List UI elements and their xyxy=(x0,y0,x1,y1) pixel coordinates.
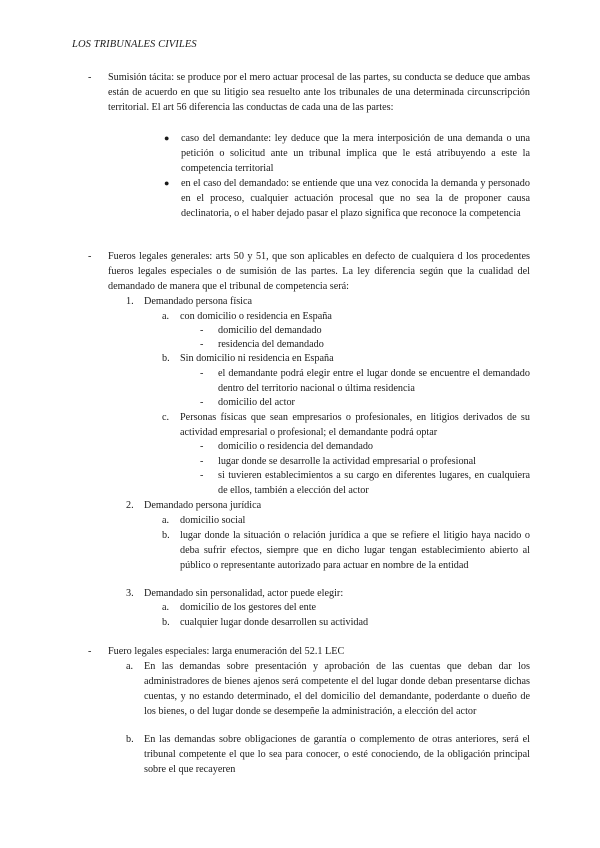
section-fueros-especiales xyxy=(88,644,530,659)
list-item-text: caso del demandante: ley deduce que la mera interposición de una demanda o una petición o solicitud ante un tribunal implica que le está atribuyendo a este la competencia territorial xyxy=(181,133,530,174)
section-text: Fueros legales generales: arts 50 y 51, que son aplicables en defecto de cualquiera d los procedentes fueros legales especiales o de sumisión de las partes. La ley diferencia según que la cualidad del demandado de manera que el tribunal de competencia será: xyxy=(108,251,530,292)
list-item-text: en el caso del demandado: se entiende que una vez conocida la demanda y personado en el proceso, cualquier actuación procesal que no sea la de proponer causa declinatoria, o el haber dejado pasar el plazo significa que reconoce la competencia xyxy=(181,178,530,219)
letter-marker: b. xyxy=(162,617,170,628)
sub-item xyxy=(200,395,530,410)
item-text: Demandado persona física xyxy=(144,296,253,307)
lettered-item xyxy=(126,732,530,777)
letter-marker: a. xyxy=(162,311,170,322)
section-text: Fuero legales especiales: larga enumeración del 52.1 LEC xyxy=(108,646,345,657)
list-item xyxy=(164,131,530,176)
numbered-item xyxy=(126,586,530,601)
page-header: LOS TRIBUNALES CIVILES xyxy=(72,39,197,50)
item-text: Personas físicas que sean empresarios o profesionales, en litigios derivados de su actividad empresarial o profesional; el demandante podrá optar xyxy=(180,412,530,438)
dash-marker: - xyxy=(200,470,204,481)
list-item xyxy=(164,176,530,221)
item-text: domicilio de los gestores del ente xyxy=(180,602,317,613)
item-text: En las demandas sobre obligaciones de garantía o complemento de otras anteriores, será el tribunal competente el que lo sea para conocer, o esté conociendo, de la obligación principal sobre el que recayeren xyxy=(144,734,530,775)
dash-marker: - xyxy=(88,251,92,262)
item-text: el demandante podrá elegir entre el lugar donde se encuentre el demandado dentro del territorio nacional o última residencia xyxy=(218,368,530,394)
sub-item xyxy=(200,439,530,454)
letter-marker: a. xyxy=(162,602,170,613)
bullet-icon: ● xyxy=(164,178,170,188)
lettered-item xyxy=(162,615,530,630)
dash-marker: - xyxy=(200,368,204,379)
dash-marker: - xyxy=(88,72,92,83)
item-text: domicilio o residencia del demandado xyxy=(218,441,374,452)
number-marker: 3. xyxy=(126,588,134,599)
item-text: Demandado persona jurídica xyxy=(144,500,262,511)
lettered-item xyxy=(162,600,530,615)
sub-item xyxy=(200,366,530,396)
dash-marker: - xyxy=(88,646,92,657)
letter-marker: c. xyxy=(162,412,170,423)
lettered-item xyxy=(162,513,530,528)
sub-item xyxy=(200,454,530,469)
item-text: lugar donde se desarrolle la actividad empresarial o profesional xyxy=(218,456,476,467)
dash-marker: - xyxy=(200,339,204,350)
lettered-item xyxy=(162,528,530,573)
sub-item xyxy=(200,337,530,352)
lettered-item xyxy=(162,309,530,324)
section-sumision-tacita xyxy=(88,70,530,115)
lettered-item xyxy=(162,410,530,440)
item-text: domicilio del actor xyxy=(218,397,295,408)
item-text: lugar donde la situación o relación jurídica a que se refiere el litigio haya nacido o deba sufrir efectos, siempre que en dicho lugar tengan establecimiento abierto al público o representante autorizado para actuar en nombre de la entidad xyxy=(180,530,530,571)
number-marker: 2. xyxy=(126,500,134,511)
section-text: Sumisión tácita: se produce por el mero actuar procesal de las partes, su conducta se deduce que ambas están de acuerdo en que su litigio sea resuelto ante los tribunales de una determinada circunscripción territorial. El art 56 diferencia las conductas de cada una de las partes: xyxy=(108,72,530,113)
dash-marker: - xyxy=(200,441,204,452)
letter-marker: a. xyxy=(162,515,170,526)
dash-marker: - xyxy=(200,397,204,408)
item-text: En las demandas sobre presentación y aprobación de las cuentas que deban dar los administradores de bienes ajenos será competente el del lugar donde deban presentarse dichas cuentas, y no estando determinado, el del domicilio del demandante, poderdante o dueño de los bienes, o del lugar donde se desempeñe la administración, a elección del actor xyxy=(144,661,530,717)
letter-marker: a. xyxy=(126,661,134,672)
item-text: Demandado sin personalidad, actor puede elegir: xyxy=(144,588,344,599)
section-fueros-generales xyxy=(88,249,530,294)
letter-marker: b. xyxy=(126,734,134,745)
item-text: residencia del demandado xyxy=(218,339,324,350)
numbered-item xyxy=(126,498,530,513)
dash-marker: - xyxy=(200,325,204,336)
item-text: si tuvieren establecimientos a su cargo en diferentes lugares, en cualquiera de ellos, también a elección del actor xyxy=(218,470,530,496)
lettered-item xyxy=(126,659,530,719)
item-text: Sin domicilio ni residencia en España xyxy=(180,353,334,364)
item-text: cualquier lugar donde desarrollen su actividad xyxy=(180,617,369,628)
item-text: domicilio social xyxy=(180,515,246,526)
item-text: domicilio del demandado xyxy=(218,325,322,336)
sub-item xyxy=(200,468,530,498)
numbered-item xyxy=(126,294,530,309)
letter-marker: b. xyxy=(162,530,170,541)
number-marker: 1. xyxy=(126,296,134,307)
item-text: con domicilio o residencia en España xyxy=(180,311,332,322)
sub-item xyxy=(200,323,530,338)
bullet-icon: ● xyxy=(164,133,170,143)
lettered-item xyxy=(162,351,530,366)
letter-marker: b. xyxy=(162,353,170,364)
dash-marker: - xyxy=(200,456,204,467)
